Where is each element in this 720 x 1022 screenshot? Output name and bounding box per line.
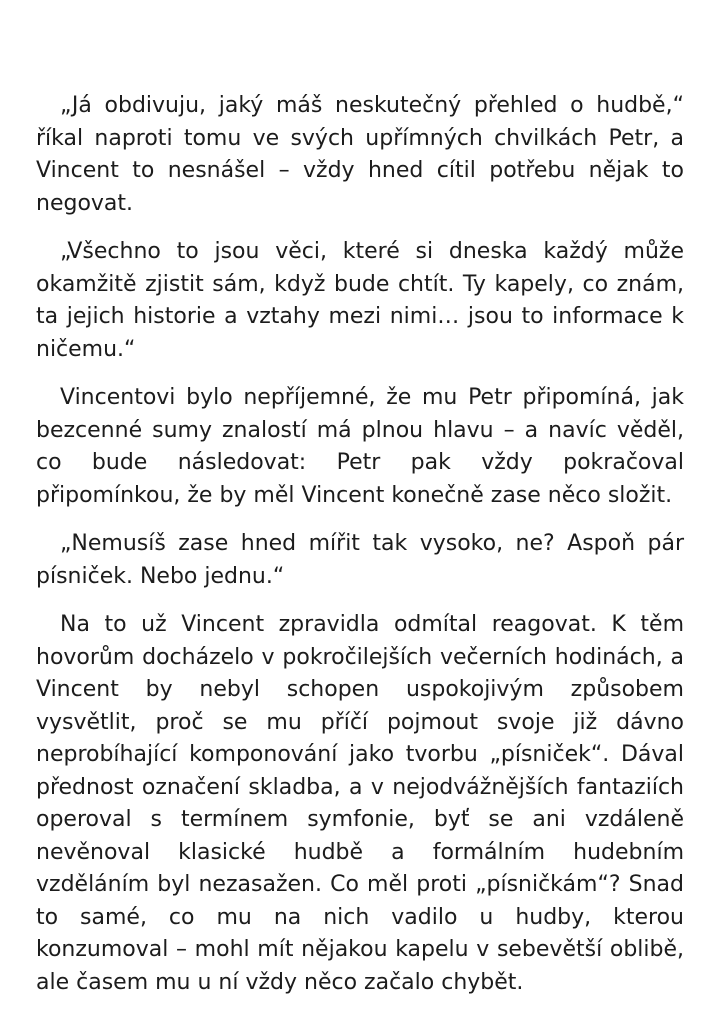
paragraph-5: Na to už Vincent zpravidla odmítal reagovat. K těm hovorům docházelo v pokročilejších večerních hodinách, a Vincent by nebyl schopen uspokojivým způsobem vysvětlit, proč se mu příčí pojmout svoje již dávno neprobíhající komponování jako tvorbu „písniček“. Dával přednost označení skladba, a v nejodvážnějších fantaziích operoval s termínem symfonie, byť se ani vzdáleně nevěnoval klasické hudbě a formálním hudebním vzděláním byl nezasažen. Co měl proti „písničkám“? Snad to samé, co mu na nich vadilo u hudby, kterou konzumoval – mohl mít nějakou kapelu v sebevětší oblibě, ale časem mu u ní vždy něco začalo chybět. [36, 612, 684, 995]
paragraph-4: „Nemusíš zase hned mířit tak vysoko, ne? Aspoň pár písniček. Nebo jednu.“ [36, 531, 684, 589]
paragraph-1: „Já obdivuju, jaký máš neskutečný přehled o hudbě,“ říkal naproti tomu ve svých upřímných chvilkách Petr, a Vincent to nesnášel – vždy hned cítil potřebu nějak to negovat. [36, 93, 684, 216]
paragraph-2: „Všechno to jsou věci, které si dneska každý může okamžitě zjistit sám, když bude chtít. Ty kapely, co znám, ta jejich historie a vztahy mezi nimi… jsou to informace k ničemu.“ [36, 239, 684, 362]
document-page [36, 90, 684, 999]
paragraph-3: Vincentovi bylo nepříjemné, že mu Petr připomíná, jak bezcenné sumy znalostí má plnou hlavu – a navíc věděl, co bude následovat: Petr pak vždy pokračoval připomínkou, že by měl Vincent konečně zase něco složit. [36, 385, 684, 508]
